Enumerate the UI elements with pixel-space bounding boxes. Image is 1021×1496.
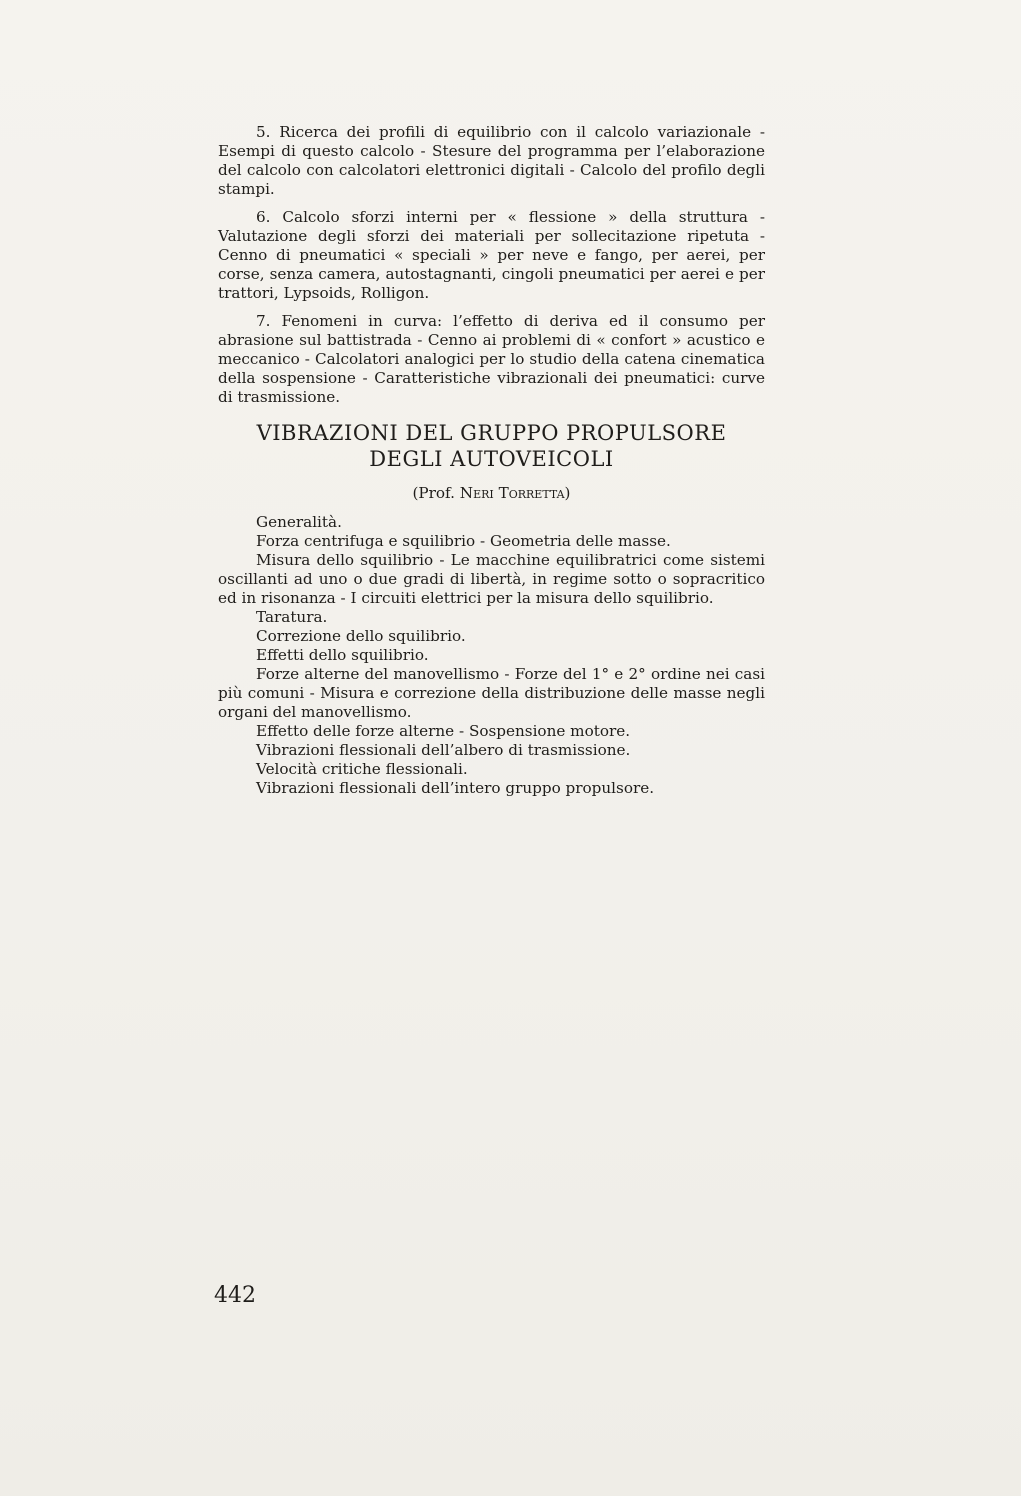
topic-item: Vibrazioni flessionali dell’intero gruppo propulsore.	[256, 779, 655, 797]
topic-item: Vibrazioni flessionali dell’albero di trasmissione.	[256, 741, 631, 759]
topic-item: Forza centrifuga e squilibrio - Geometria delle masse.	[256, 532, 671, 550]
topic-item: Correzione dello squilibrio.	[256, 627, 466, 645]
author-line	[218, 484, 765, 503]
author-name: Neri Torretta	[459, 484, 565, 502]
topic-item: Effetti dello squilibrio.	[256, 646, 429, 664]
page-number: 442	[214, 1283, 256, 1308]
syllabus-continuation	[218, 123, 765, 416]
topic-item: Generalità.	[256, 513, 342, 531]
topic-list	[218, 513, 765, 798]
author-suffix: )	[564, 484, 571, 502]
paragraph-item-5: 5. Ricerca dei profili di equilibrio con il calcolo variazionale - Esempi di questo calcolo - Stesure del programma per l’elaborazione del calcolo con calcolatori elettronici digitali - Calcolo del profilo degli stampi.	[218, 123, 765, 198]
topic-item: Taratura.	[256, 608, 328, 626]
section-title-line-1: VIBRAZIONI DEL GRUPPO PROPULSORE	[256, 421, 727, 445]
topic-item: Effetto delle forze alterne - Sospensione motore.	[256, 722, 631, 740]
paragraph-item-6: 6. Calcolo sforzi interni per « flessione » della struttura - Valutazione degli sforzi dei materiali per sollecitazione ripetuta - Cenno di pneumatici « speciali » per neve e fango, per aerei, per corse, senza camera, autostagnanti, cingoli pneumatici per aerei e per trattori, Lypsoids, Rolligon.	[218, 208, 765, 302]
paragraph-item-7: 7. Fenomeni in curva: l’effetto di deriva ed il consumo per abrasione sul battistrada - Cenno ai problemi di « confort » acustico e meccanico - Calcolatori analogici per lo studio della catena cinematica della sospensione - Caratteristiche vibrazionali dei pneumatici: curve di trasmissione.	[218, 312, 765, 406]
topic-item: Misura dello squilibrio - Le macchine equilibratrici come sistemi oscillanti ad uno o due gradi di libertà, in regime sotto o sopracritico ed in risonanza - I circuiti elettrici per la misura dello squilibrio.	[218, 551, 765, 607]
section-title-line-2: DEGLI AUTOVEICOLI	[369, 447, 614, 471]
section-title	[218, 420, 765, 472]
topic-item: Velocità critiche flessionali.	[256, 760, 468, 778]
topic-item: Forze alterne del manovellismo - Forze del 1° e 2° ordine nei casi più comuni - Misura e correzione della distribuzione delle masse negli organi del manovellismo.	[218, 665, 765, 721]
author-prefix: (Prof.	[412, 484, 455, 502]
